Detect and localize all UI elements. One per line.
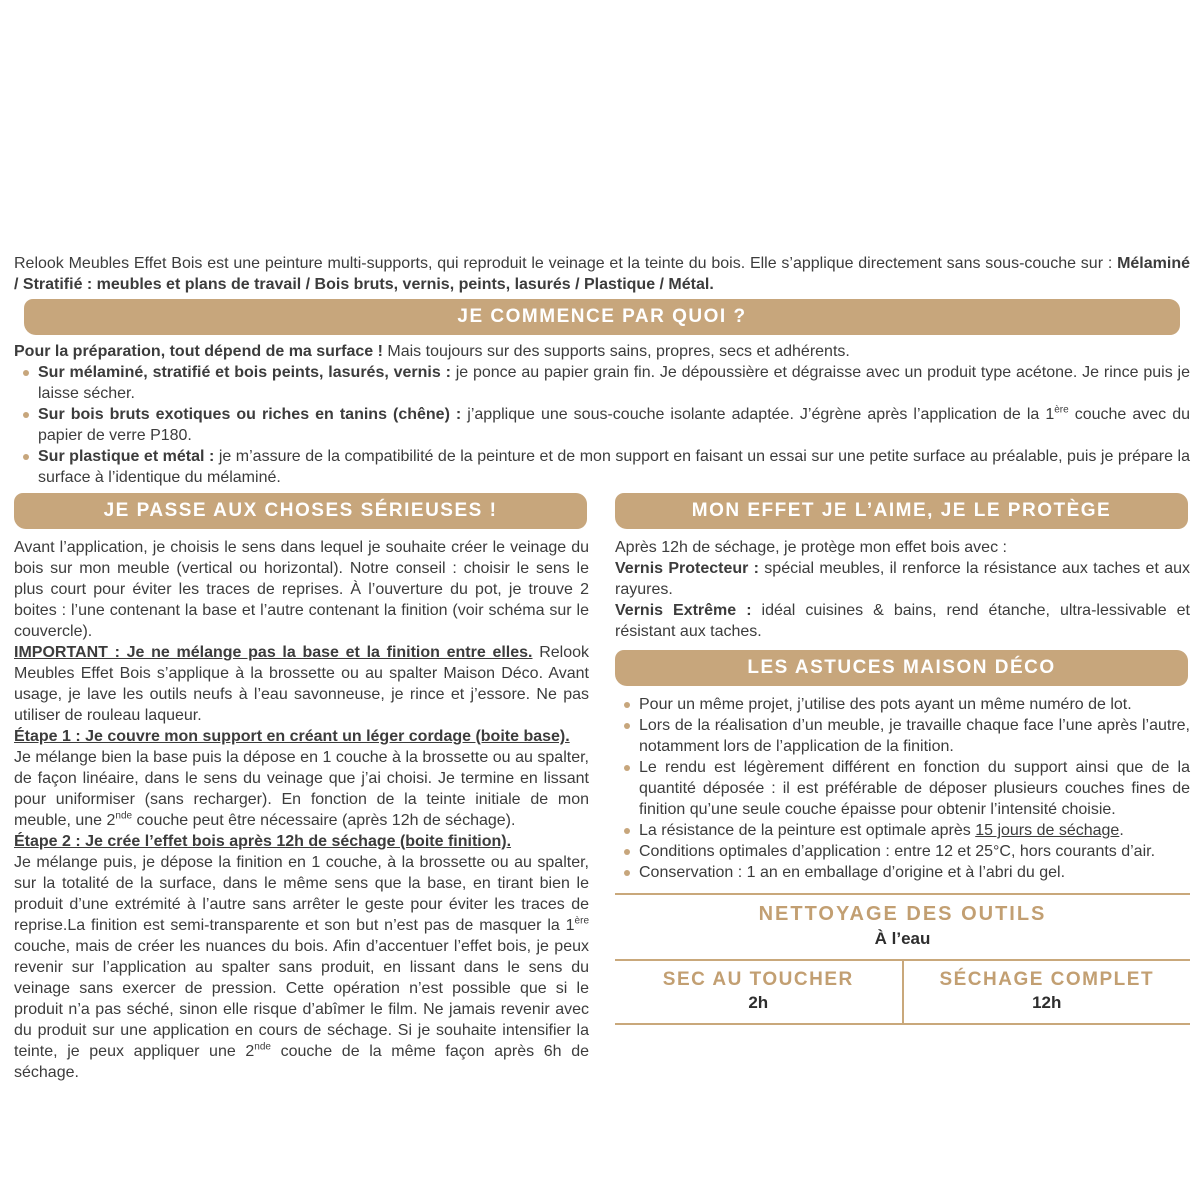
- bullet-icon: [23, 370, 29, 376]
- preparation-lead-bold: Pour la préparation, tout dépend de ma surface !: [14, 343, 383, 360]
- vernis-extreme-paragraph: Vernis Extrême : idéal cuisines & bains, rend étanche, ultra-lessivable et résistant aux taches.: [615, 602, 1191, 640]
- left-column-application: [14, 493, 589, 1083]
- bullet-text: Pour un même projet, j’utilise des pots ayant un même numéro de lot.: [639, 696, 1132, 713]
- cleaning-title: NETTOYAGE DES OUTILS: [758, 903, 1047, 925]
- list-item: [14, 446, 1190, 488]
- bullet-icon: [624, 828, 630, 834]
- protection-text: [615, 537, 1190, 642]
- bullet-text: Sur bois bruts exotiques ou riches en tanins (chêne) : j’applique une sous-couche isolante adaptée. J’égrène après l’application de la 1ère couche avec du papier de verre P180.: [38, 404, 1190, 444]
- application-intro-paragraph: Avant l’application, je choisis le sens dans lequel je souhaite créer le veinage du bois sur mon meuble (vertical ou horizontal). Notre conseil : choisir le sens le plus court pour éviter les traces de reprises. À l’ouverture du pot, je trouve 2 boites : l’une contenant la base et l’autre contenant la finition (voir schéma sur le couvercle).: [14, 539, 589, 640]
- astuces-bullet-list: [615, 694, 1190, 883]
- protection-intro: Après 12h de séchage, je protège mon effet bois avec :: [615, 539, 1007, 556]
- drying-label: SÉCHAGE COMPLET: [939, 969, 1155, 990]
- banner-les-astuces-maison-deco: LES ASTUCES MAISON DÉCO: [615, 650, 1188, 686]
- list-item: [14, 362, 1190, 404]
- bullet-text: La résistance de la peinture est optimale après 15 jours de séchage.: [639, 822, 1124, 839]
- etape1-body: Je mélange bien la base puis la dépose en 1 couche à la brossette ou au spalter, de façon linéaire, dans le sens du veinage que j’ai choisi. Je termine en lissant pour uniformiser (sans recharger). En fonction de la teinte initiale de mon meuble, une 2nde couche peut être nécessaire (après 12h de séchage).: [14, 749, 589, 829]
- vernis-protecteur-paragraph: Vernis Protecteur : spécial meubles, il renforce la résistance aux taches et aux rayures.: [615, 560, 1191, 598]
- cleaning-value: À l’eau: [874, 929, 931, 948]
- bullet-text: Sur plastique et métal : je m’assure de la compatibilité de la peinture et de mon support en faisant un essai sur une petite surface au préalable, puis je prépare la surface à l’identique du mélaminé.: [38, 448, 1191, 486]
- important-paragraph: IMPORTANT : Je ne mélange pas la base et la finition entre elles. Relook Meubles Effet Bois s’applique à la brossette ou au spalter Maison Déco. Avant usage, je lave les outils neufs à l’eau savonneuse, je rince et j’essore. Ne pas utiliser de rouleau laqueur.: [14, 644, 590, 724]
- banner-je-passe-aux-choses-serieuses: JE PASSE AUX CHOSES SÉRIEUSES !: [14, 493, 587, 529]
- etape2-body: Je mélange puis, je dépose la finition en 1 couche, à la brossette ou au spalter, sur la totalité de la surface, dans le même sens que la base, en tirant bien le produit d’une extrémité à l’autre sans arrêter le geste pour éviter les traces de reprise.La finition est semi-transparente et son but n’est pas de masquer la 1ère couche, mais de créer les nuances du bois. Afin d’accentuer l’effet bois, je peux revenir sur l’application au spalter sans produit, en lissant dans le sens du veinage sans exercer de pression. Cette opération n’est possible que si le produit n’a pas séché, sinon elle risque d’abîmer le film. Ne jamais revenir avec du produit sur une application en cours de séchage. Si je souhaite intensifier la teinte, je peux appliquer une 2nde couche de la même façon après 6h de séchage.: [14, 854, 589, 1081]
- list-item: [14, 404, 1190, 446]
- drying-cell-touch-dry: [615, 961, 902, 1023]
- list-item: [615, 862, 1190, 883]
- bullet-icon: [624, 765, 630, 771]
- bullet-icon: [23, 454, 29, 460]
- preparation-lead-rest: Mais toujours sur des supports sains, propres, secs et adhérents.: [382, 343, 850, 360]
- important-lead: IMPORTANT : Je ne mélange pas la base et la finition entre elles.: [14, 644, 533, 661]
- preparation-bullet-list: [14, 362, 1190, 488]
- bullet-text: Sur mélaminé, stratifié et bois peints, lasurés, vernis : je ponce au papier grain fin. Je dépoussière et dégraisse avec un produit type acétone. Je rince puis je laisse sécher.: [38, 364, 1190, 402]
- list-item: [615, 820, 1190, 841]
- bullet-text: Conservation : 1 an en emballage d’origine et à l’abri du gel.: [639, 864, 1066, 881]
- drying-value: 2h: [748, 993, 769, 1012]
- list-item: [615, 757, 1190, 820]
- divider-line: [615, 893, 1190, 895]
- etape1-title: Étape 1 : Je couvre mon support en créant un léger cordage (boite base).: [14, 728, 570, 745]
- two-column-layout: [14, 493, 1190, 1083]
- list-item: [615, 715, 1190, 757]
- bullet-icon: [624, 702, 630, 708]
- drying-value: 12h: [1032, 993, 1062, 1012]
- vernis-extreme-label: Vernis Extrême :: [615, 602, 752, 619]
- right-column-protection: [615, 493, 1190, 1083]
- drying-duration-underlined: 15 jours de séchage: [975, 822, 1120, 839]
- intro-surfaces-bold: Mélaminé / Stratifié : meubles et plans de travail / Bois bruts, vernis, peints, lasurés / Plastique / Métal.: [14, 255, 1190, 293]
- vernis-protecteur-label: Vernis Protecteur :: [615, 560, 759, 577]
- bullet-text: Conditions optimales d’application : entre 12 et 25°C, hors courants d’air.: [639, 843, 1156, 860]
- drying-label: SEC AU TOUCHER: [662, 969, 854, 990]
- intro-text: Relook Meubles Effet Bois est une peinture multi-supports, qui reproduit le veinage et la teinte du bois. Elle s’applique directement sans sous-couche sur :: [14, 255, 1118, 272]
- list-item: [615, 694, 1190, 715]
- bullet-icon: [624, 849, 630, 855]
- bullet-icon: [624, 723, 630, 729]
- drying-times-table: [615, 959, 1190, 1025]
- intro-paragraph: [14, 253, 1190, 295]
- list-item: [615, 841, 1190, 862]
- bullet-icon: [23, 412, 29, 418]
- bullet-text: Le rendu est légèrement différent en fonction du support ainsi que de la quantité déposée : il est préférable de déposer plusieurs couches fines de finition qu’une seule couche épaisse pour obtenir l’intensité choisie.: [639, 759, 1190, 818]
- drying-cell-complete-dry: [902, 961, 1191, 1023]
- bullet-text: Lors de la réalisation d’un meuble, je travaille chaque face l’une après l’autre, notamment lors de l’application de la finition.: [639, 717, 1190, 755]
- bullet-icon: [624, 870, 630, 876]
- etape2-title: Étape 2 : Je crée l’effet bois après 12h de séchage (boite finition).: [14, 833, 512, 850]
- banner-mon-effet-je-le-protege: MON EFFET JE L’AIME, JE LE PROTÈGE: [615, 493, 1188, 529]
- banner-je-commence-par-quoi: JE COMMENCE PAR QUOI ?: [24, 299, 1180, 335]
- preparation-lead: [14, 341, 1190, 362]
- application-text: [14, 537, 589, 1083]
